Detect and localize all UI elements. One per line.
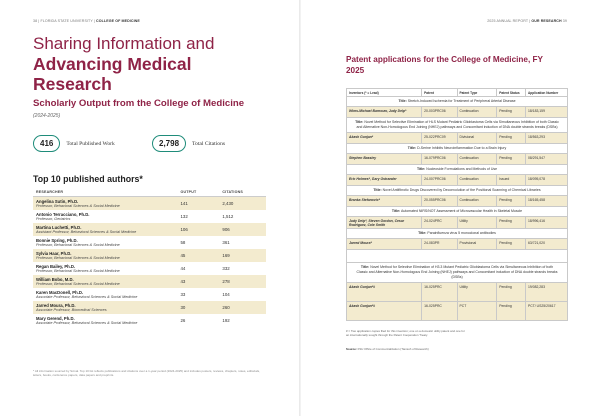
researcher-cell [33, 314, 177, 327]
patent-type-cell: Provisional [457, 239, 497, 250]
table-row [33, 262, 266, 275]
researcher-title: Professor, Behavioral Sciences & Social Medicine [36, 243, 120, 247]
citations-cell: 278 [219, 275, 266, 288]
stat-label: Total Citations [192, 140, 226, 147]
inventors-cell: Stephen Bassley [347, 154, 422, 165]
citations-cell: 169 [219, 249, 266, 262]
application-number-cell: 18/165,458 [525, 196, 567, 207]
patent-status-cell: Issued [497, 175, 526, 186]
patent-title-cell [347, 207, 568, 217]
patent-inventor-row [347, 175, 568, 186]
output-cell: 141 [177, 197, 219, 211]
table-header-row [33, 188, 266, 197]
researcher-cell [33, 210, 177, 223]
patent-title-row [347, 263, 568, 283]
researcher-title: Professor, Behavioral Sciences & Social Medicine [36, 269, 120, 273]
page-number: 39 [562, 19, 567, 23]
patent-title: Novel Method for Selective Elimination of H3.3 Mutant Pediatric Glioblastoma Cells via Simultaneous Inhibition of both Classic and Alternative Non-Homologous End Joining (NHEJ) pathways and Concomitant induction of DNA double strands breaks (DSBs) [356, 265, 558, 279]
table-row [33, 249, 266, 262]
patent-inventor-row [347, 196, 568, 207]
patent-type-cell: Utility [457, 283, 497, 302]
stat-total-citations [152, 135, 225, 152]
patent-title-row [347, 118, 568, 133]
patent-title-cell [347, 263, 568, 283]
title-label: Title: [391, 209, 401, 213]
researcher-cell [33, 262, 177, 275]
patent-title-cell [347, 97, 568, 107]
researcher-cell [33, 223, 177, 236]
patent-type-cell: PCT [457, 302, 497, 321]
researcher-title: Professor, Behavioral Sciences & Social Medicine [36, 282, 120, 286]
inventors-cell: Eric Holmes*, Gary Ostrander [347, 175, 422, 186]
patent-title-cell [347, 144, 568, 154]
application-number-cell: 19/082,283 [525, 283, 567, 302]
title-label: Title: [416, 167, 426, 171]
top-authors-title: Top 10 published authors* [33, 174, 143, 184]
citations-cell: 192 [222, 318, 230, 323]
source-label: Source: [346, 347, 357, 351]
patent-cell: 24-024PRC [422, 217, 457, 229]
researcher-name: Angelina Sutin, Ph.D. [36, 199, 79, 204]
patents-table [346, 88, 568, 321]
table-row [33, 236, 266, 249]
running-head-university: FLORIDA STATE UNIVERSITY [40, 19, 93, 23]
patent-title-cell [347, 186, 568, 196]
patent-note: # = Two application copies filed for this invention; one on a domestic utility patent and one for an internationally sought through the Patent Cooperation Treaty. [346, 329, 465, 337]
patent-status-cell: Pending [497, 133, 526, 144]
patent-title: D-Serine Inhibits Neuroinflammation Due to a Brain Injury [417, 146, 507, 150]
patent-title-row [347, 229, 568, 239]
patent-type-cell: Utility [457, 217, 497, 229]
patents-table-body [347, 97, 568, 321]
researcher-name: Sylvia Haar, Ph.D. [36, 251, 72, 256]
scholarly-output-subheading: Scholarly Output from the College of Medicine [33, 98, 245, 109]
patent-inventor-row [347, 217, 568, 229]
patent-inventor-row [347, 283, 568, 302]
patent-title: Nucleoside Formulations and Methods of Use [426, 167, 498, 171]
patent-status-cell: Pending [497, 107, 526, 118]
inventors-cell: Wims-Michael Barnouw, Judy Delp* [347, 107, 422, 118]
patent-cell: 20-003PRC06 [422, 107, 457, 118]
researcher-cell [33, 197, 177, 211]
col-researcher: RESEARCHER [33, 188, 177, 197]
source-text: FSU Office of Commercialization (Tiansoh of Research) [357, 347, 429, 351]
table-row [33, 301, 266, 314]
spacer-row [347, 250, 568, 263]
table-header-row [347, 89, 568, 97]
inventors-cell: Jarred Moura* [347, 239, 422, 250]
subheading-date: (2024-2025) [33, 113, 61, 119]
patent-type-cell: Continuation [457, 196, 497, 207]
patent-type-cell: Continuation [457, 154, 497, 165]
researcher-title: Associate Professor, Behavioral Sciences & Social Medicine [36, 295, 138, 299]
running-head-report: 2025 ANNUAL REPORT [487, 19, 529, 23]
table-row [33, 223, 266, 236]
patent-cell: 24-083PR [422, 239, 457, 250]
running-head-section: COLLEGE OF MEDICINE [96, 19, 140, 23]
citations-cell: 332 [222, 266, 230, 271]
patents-title: Patent applications for the College of Medicine, FY 2025 [346, 55, 543, 75]
inventors-cell: Branka Stefanovic* [347, 196, 422, 207]
patent-cell: 20-055PRC06 [422, 196, 457, 207]
application-number-cell: PCT/ US25/20617 [525, 302, 567, 321]
title-label: Title: [373, 188, 382, 192]
application-number-cell: 18/095,078 [525, 175, 567, 186]
col-output: OUTPUT [177, 188, 219, 197]
patent-inventor-row [347, 133, 568, 144]
application-number-cell: 18/183,159 [525, 107, 567, 118]
researcher-name: William Bobo, M.D. [36, 277, 74, 282]
col-patent: Patent [422, 89, 457, 97]
researcher-title: Professor, Behavioral Sciences & Social Medicine [36, 204, 120, 208]
inventors-cell: Akash Gunjan*# [347, 283, 422, 302]
patent-cell: 16-025PRC [422, 302, 457, 321]
title-label: Title: [355, 120, 364, 124]
source-line [346, 347, 546, 351]
application-number-cell: 18/563,293 [525, 133, 567, 144]
patent-cell: 16-079PRC06 [422, 154, 457, 165]
output-cell: 58 [180, 240, 186, 245]
running-head-section: OUR RESEARCH [531, 19, 562, 23]
col-citations: CITATIONS [219, 188, 266, 197]
output-cell: 45 [177, 249, 219, 262]
researcher-name: Antonio Terracciano, Ph.D. [36, 212, 90, 217]
patent-inventor-row [347, 239, 568, 250]
citations-cell: 2,430 [219, 197, 266, 211]
researcher-cell [33, 301, 177, 314]
citations-cell: 906 [219, 223, 266, 236]
col-patent-status: Patent Status [497, 89, 526, 97]
stat-value: 416 [33, 135, 60, 152]
patent-cell: 24-007PRC06 [422, 175, 457, 186]
inventors-cell: Judy Delp*, Steven Gordon, Cesar Rodriguez, Cole Smith [347, 217, 422, 229]
application-number-cell: 08/291,547 [525, 154, 567, 165]
patent-title-cell [347, 118, 568, 133]
patent-title-row [347, 97, 568, 107]
patent-status-cell: Pending [497, 302, 526, 321]
citations-cell: 1,512 [222, 214, 234, 219]
output-cell: 30 [177, 301, 219, 314]
citations-cell: 361 [222, 240, 230, 245]
authors-footnote: * All information sourced by Scival. Top 10 list reflects publications and citations over a 1-year period (2024-2025) and includes posters, reviews, chapters, notes, editorials, letters, books, conference papers, data papers and preprints. [33, 369, 260, 377]
researcher-name: Mary Gerend, Ph.D. [36, 316, 75, 321]
patent-title-cell [347, 229, 568, 239]
patent-inventor-row [347, 107, 568, 118]
stat-label: Total Published Work [66, 140, 115, 147]
inventors-cell: Akash Gunjan*# [347, 302, 422, 321]
patent-status-cell: Pending [497, 196, 526, 207]
researcher-cell [33, 288, 177, 301]
application-number-cell: 63/721,020 [525, 239, 567, 250]
patent-title-row [347, 186, 568, 196]
researcher-cell [33, 249, 177, 262]
patent-cell: 25-022PRC09 [422, 133, 457, 144]
title-label: Title: [418, 231, 427, 235]
col-inventors: Inventors (* = Lead) [347, 89, 422, 97]
researcher-name: Martina Luchetti, Ph.D. [36, 225, 82, 230]
patent-status-cell: Pending [497, 283, 526, 302]
patent-title-row [347, 144, 568, 154]
researcher-name: Bonnie Spring, Ph.D. [36, 238, 78, 243]
output-cell: 106 [177, 223, 219, 236]
patent-title-cell [347, 165, 568, 175]
heading-bold: Advancing Medical Research [33, 54, 192, 94]
patent-type-cell: Divisional [457, 133, 497, 144]
patent-cell: 16-025PRC [422, 283, 457, 302]
output-cell: 33 [180, 292, 186, 297]
output-cell: 43 [177, 275, 219, 288]
patent-title-row [347, 207, 568, 217]
left-running-head: 38 | FLORIDA STATE UNIVERSITY | COLLEGE OF MEDICINE [33, 19, 140, 23]
researcher-cell [33, 236, 177, 249]
patent-title: Novel Method for Selective Elimination of HLS Mutant Pediatric Glioblastoma Cells via Simultaneous Inhibition of both Classic and Alternative Non-Homologous End Joining (NHEJ) pathways and Concomitant induction of DNA double strands breaks (DSBs) [356, 120, 559, 129]
right-running-head: 2025 ANNUAL REPORT | OUR RESEARCH 39 [487, 19, 567, 23]
researcher-cell [33, 275, 177, 288]
page-number: 38 [33, 19, 38, 23]
title-label: Title: [360, 265, 370, 269]
researcher-title: Associate Professor, Behavioral Sciences & Social Medicine [36, 321, 138, 325]
patent-status-cell: Pending [497, 217, 526, 229]
patent-inventor-row [347, 302, 568, 321]
patent-title: Novel Antifibrotic Drugs Discovered by Deconvolution of the Positional Scanning of Chemical Libraries [382, 188, 541, 192]
spacer-cell [347, 250, 568, 263]
heading-light: Sharing Information and [33, 34, 215, 53]
authors-table-body [33, 197, 266, 328]
col-patent-type: Patent Type [457, 89, 497, 97]
researcher-title: Assistant Professor, Behavioral Sciences & Social Medicine [36, 230, 137, 234]
researcher-name: Regan Bailey, Ph.D. [36, 264, 76, 269]
patent-type-cell: Continuation [457, 175, 497, 186]
application-number-cell: 18/996,416 [525, 217, 567, 229]
patent-type-cell: Continuation [457, 107, 497, 118]
inventors-cell: Akash Gunjan* [347, 133, 422, 144]
stat-published-work [33, 135, 115, 152]
output-cell: 132 [180, 214, 188, 219]
stat-value: 2,798 [152, 135, 186, 152]
patent-status-cell: Pending [497, 239, 526, 250]
researcher-title: Associate Professor, Biomedical Sciences [36, 308, 107, 312]
patent-title: Parainfluenza virus 5 monoclonal antibodies [427, 231, 496, 235]
right-page [301, 0, 600, 416]
researcher-name: Karen MacDonell, Ph.D. [36, 290, 84, 295]
table-row [33, 314, 266, 327]
table-row [33, 275, 266, 288]
title-label: Title: [398, 99, 407, 103]
output-cell: 44 [180, 266, 186, 271]
patent-title-row [347, 165, 568, 175]
patent-status-cell: Pending [497, 154, 526, 165]
researcher-name: Jarred Moura, Ph.D. [36, 303, 76, 308]
table-row [33, 288, 266, 301]
table-row [33, 197, 266, 211]
left-page [0, 0, 299, 416]
patent-inventor-row [347, 154, 568, 165]
title-label: Title: [407, 146, 417, 150]
output-cell: 26 [180, 318, 186, 323]
researcher-title: Professor, Behavioral Sciences & Social Medicine [36, 256, 120, 260]
col-application-number: Application Number [525, 89, 567, 97]
patent-title: Automated NIRS/NOT Assessment of Microvascular Health in Skeletal Muscle [400, 209, 523, 213]
table-row [33, 210, 266, 223]
patent-title: Stretch-Induced Ischemia for Treatment of Peripheral Arterial Disease [407, 99, 516, 103]
citations-cell: 260 [219, 301, 266, 314]
citations-cell: 104 [222, 292, 230, 297]
researcher-title: Professor, Geriatrics [36, 217, 71, 221]
top-authors-table [33, 188, 266, 327]
